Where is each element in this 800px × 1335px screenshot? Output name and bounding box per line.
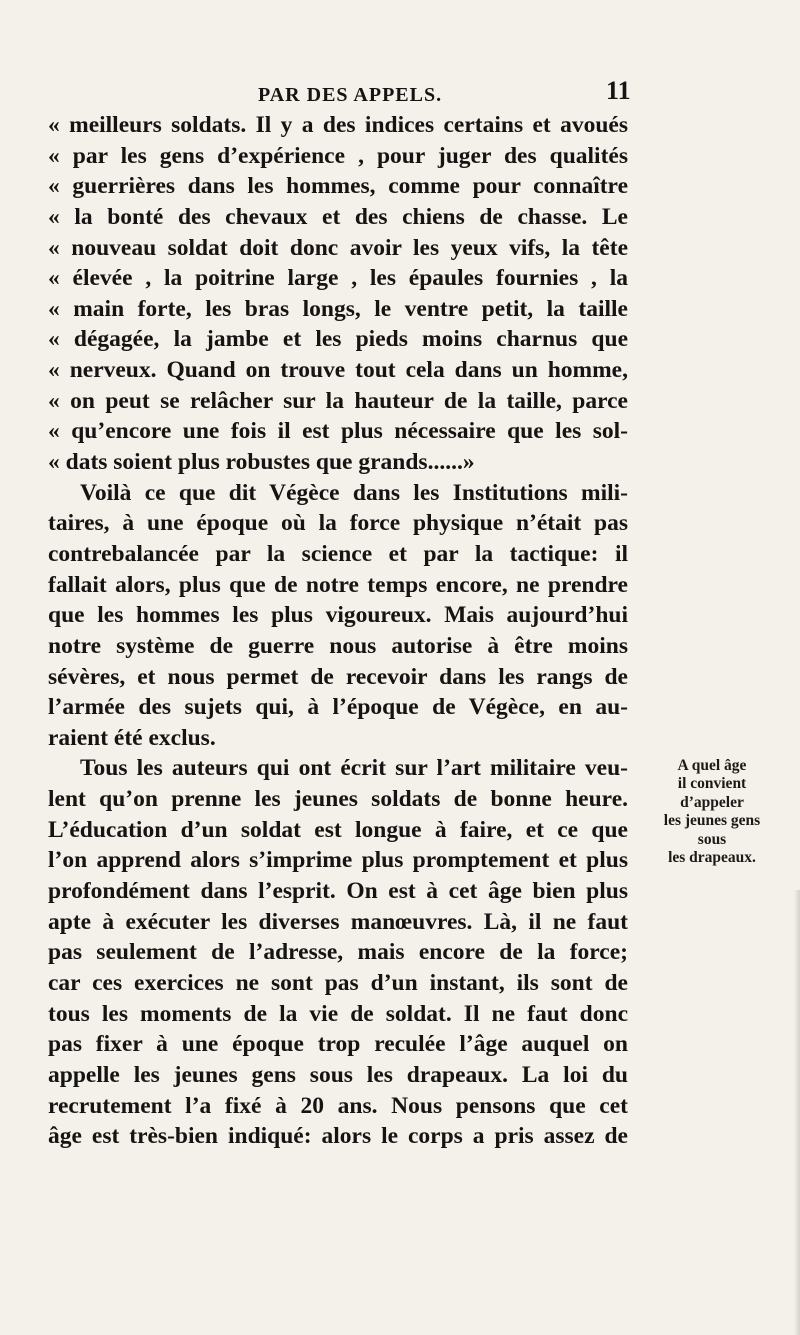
margin-note-line: sous bbox=[697, 830, 727, 848]
text-line: apte à exécuter les diverses manœuvres. Là, il ne faut bbox=[48, 908, 628, 935]
body-text bbox=[48, 110, 628, 1152]
text-line: pas fixer à une époque trop reculée l’âge auquel on bbox=[48, 1031, 628, 1058]
text-line: car ces exercices ne sont pas d’un instant, ils sont de bbox=[48, 969, 628, 996]
margin-note-line: d’appeler bbox=[680, 793, 744, 811]
text-line: « par les gens d’expérience , pour juger des qualités bbox=[48, 142, 628, 169]
text-line: raient été exclus. bbox=[48, 724, 216, 751]
text-line: Tous les auteurs qui ont écrit sur l’art militaire veu- bbox=[80, 755, 628, 782]
margin-note-line: les jeunes gens bbox=[663, 812, 761, 830]
text-line: tous les moments de la vie de soldat. Il ne faut donc bbox=[48, 1000, 628, 1027]
text-line: « meilleurs soldats. Il y a des indices certains et avoués bbox=[48, 112, 628, 138]
margin-note bbox=[632, 757, 792, 867]
page-edge-shadow bbox=[794, 890, 800, 1335]
text-line: notre système de guerre nous autorise à être moins bbox=[48, 632, 628, 659]
text-line: taires, à une époque où la force physique n’était pas bbox=[48, 510, 628, 537]
margin-note-line: il convient bbox=[677, 775, 747, 793]
text-line: « main forte, les bras longs, le ventre petit, la taille bbox=[48, 295, 628, 322]
text-line: « dégagée, la jambe et les pieds moins charnus que bbox=[48, 326, 628, 353]
text-line: contrebalancée par la science et par la tactique: il bbox=[48, 540, 628, 567]
margin-note-line: les drapeaux. bbox=[668, 849, 756, 867]
text-line: « la bonté des chevaux et des chiens de chasse. Le bbox=[48, 203, 628, 230]
text-line: « dats soient plus robustes que grands......» bbox=[48, 449, 475, 476]
text-line: profondément dans l’esprit. On est à cet âge bien plus bbox=[48, 878, 628, 905]
text-line: appelle les jeunes gens sous les drapeaux. La loi du bbox=[48, 1061, 628, 1088]
text-line: fallait alors, plus que de notre temps encore, ne prendre bbox=[48, 571, 628, 598]
text-line: recrutement l’a fixé à 20 ans. Nous pensons que cet bbox=[48, 1092, 628, 1119]
text-line: l’armée des sujets qui, à l’époque de Végèce, en au- bbox=[48, 694, 628, 721]
text-line: sévères, et nous permet de recevoir dans les rangs de bbox=[48, 663, 628, 690]
text-line: « guerrières dans les hommes, comme pour connaître bbox=[48, 173, 628, 200]
text-line: « élevée , la poitrine large , les épaules fournies , la bbox=[48, 265, 628, 292]
text-line: l’on apprend alors s’imprime plus promptement et plus bbox=[48, 847, 628, 874]
text-line: « nouveau soldat doit donc avoir les yeux vifs, la tête bbox=[48, 234, 628, 261]
text-line: « qu’encore une fois il est plus nécessaire que les sol- bbox=[48, 418, 628, 445]
margin-note-line: A quel âge bbox=[677, 757, 747, 774]
running-head: PAR DES APPELS. bbox=[258, 84, 443, 106]
text-line: âge est très-bien indiqué: alors le corps a pris assez de bbox=[48, 1123, 628, 1150]
text-line: L’éducation d’un soldat est longue à faire, et ce que bbox=[48, 816, 628, 843]
text-line: « nerveux. Quand on trouve tout cela dans un homme, bbox=[48, 357, 628, 384]
text-line: que les hommes les plus vigoureux. Mais aujourd’hui bbox=[48, 602, 628, 629]
text-line: Voilà ce que dit Végèce dans les Institutions mili- bbox=[80, 479, 628, 506]
text-line: lent qu’on prenne les jeunes soldats de bonne heure. bbox=[48, 786, 628, 813]
text-line: pas seulement de l’adresse, mais encore de la force; bbox=[48, 939, 628, 966]
page-number: 11 bbox=[606, 76, 631, 105]
text-line: « on peut se relâcher sur la hauteur de la taille, parce bbox=[48, 387, 628, 414]
